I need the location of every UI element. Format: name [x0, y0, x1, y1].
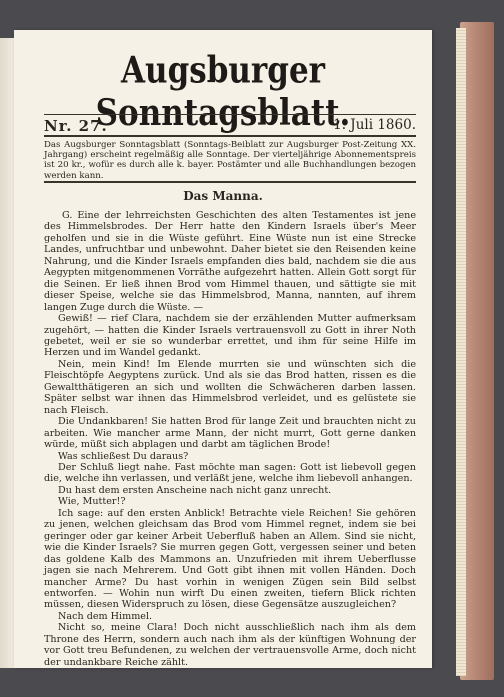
issue-number: Nr. 27.	[44, 117, 108, 135]
notice-divider	[44, 181, 416, 183]
article-title: Das Manna.	[183, 189, 263, 203]
article-paragraph: Wie, Mutter!?	[58, 496, 126, 508]
article-paragraph: Nicht so, meine Clara! Doch nicht ausschließlich nach ihm als dem Throne des Herrn, sondern auch nach ihm als der künftigen Wohnung der vor Gott treu Befundenen, zu welchen der vertrauensvolle Arme, doch nicht der undankbare Reiche zählt.	[44, 622, 416, 668]
article-paragraph: Ich sage: auf den ersten Anblick! Betrachte viele Reichen! Sie gehören zu jenen, welchen gleichsam das Brod vom Himmel regnet, indem sie bei geringer oder gar keiner Arbeit Ueberfluß haben an Allem. Sind sie nicht, wie die Kinder Israels? Sie murren gegen Gott, vergessen seiner und beten das goldene Kalb des Mammons an. Unzufrieden mit ihrem Ueberflusse jagen sie nach Mehrerem. Und Gott gibt ihnen mit vollen Händen. Doch mancher Arme? Du hast vorhin in wenigen Zügen sein Bild selbst entworfen. — Wohin nun wirft Du einen zweiten, tiefern Blick richten müssen, diesen Widerspruch zu lösen, diese Gegensätze auszugleichen?	[44, 507, 416, 611]
subscription-notice: Das Augsburger Sonntagsblatt (Sonntags-Beiblatt zur Augsburger Post-Zeitung XX. Jahrgang) erscheint regelmäßig alle Sonntage. Der vierteljährige Abonnementspreis ist 20 kr., wofür es durch alle k. bayer. Postämter und alle Buchhandlungen bezogen werden kann.	[44, 135, 416, 181]
issue-date: 1. Juli 1860.	[333, 117, 416, 133]
page-stack-edge	[456, 28, 466, 676]
masthead-title: Augsburger Sonntagsblatt.	[95, 49, 351, 135]
article-body	[44, 210, 416, 668]
newspaper-page	[14, 30, 432, 668]
article-paragraph: Nach dem Himmel.	[58, 610, 153, 622]
article-paragraph: Gewiß! — rief Clara, nachdem sie der erzählenden Mutter aufmerksam zugehört, — hatten die Kinder Israels vertrauensvoll zu Gott in ihrer Noth gebetet, weil er sie so wunderbar errettet, und ihm für seine Hilfe im Herzen und im Wandel gedankt.	[44, 313, 416, 359]
article-paragraph: Du hast dem ersten Anscheine nach nicht ganz unrecht.	[58, 484, 332, 496]
article-paragraph: Was schließest Du daraus?	[58, 450, 189, 462]
issue-line	[44, 114, 416, 135]
article-paragraph: Die Undankbaren! Sie hatten Brod für lange Zeit und brauchten nicht zu arbeiten. Wie mancher arme Mann, der nicht murrt, Gott gerne danken würde, müßt sich abplagen und darbt am täglichen Brode!	[44, 416, 416, 451]
article-paragraph: Nein, mein Kind! Im Elende murrten sie und wünschten sich die Fleischtöpfe Aegyptens zurück. Und als sie das Brod hatten, rissen es die Gewaltthätigeren an sich und wollten die Schwächeren darben lassen. Später selbst war ihnen das Himmelsbrod verleidet, und es gelüstete sie nach Fleisch.	[44, 358, 416, 416]
article-paragraph: G. Eine der lehrreichsten Geschichten des alten Testamentes ist jene des Himmelsbrodes. Der Herr hatte den Kindern Israels über's Meer geholfen und sie in die Wüste geführt. Eine Wüste nun ist eine Strecke Landes, unfruchtbar und unbewohnt. Daher bietet sie den Reisenden keine Nahrung, und die Kinder Israels empfanden dies bald, nachdem sie die aus Aegypten mitgenommenen Vorräthe aufgezehrt hatten. Allein Gott sorgt für die Seinen. Er ließ ihnen Brod vom Himmel thauen, und sättigte sie mit dieser Speise, welche sie das Himmelsbrod, Manna, nannten, auf ihrem langen Zuge durch die Wüste. —	[44, 210, 416, 313]
article-paragraph: Der Schluß liegt nahe. Fast möchte man sagen: Gott ist liebevoll gegen die, welche ihn verlassen, und verläßt jene, welche ihm liebevoll anhangen.	[44, 461, 416, 485]
